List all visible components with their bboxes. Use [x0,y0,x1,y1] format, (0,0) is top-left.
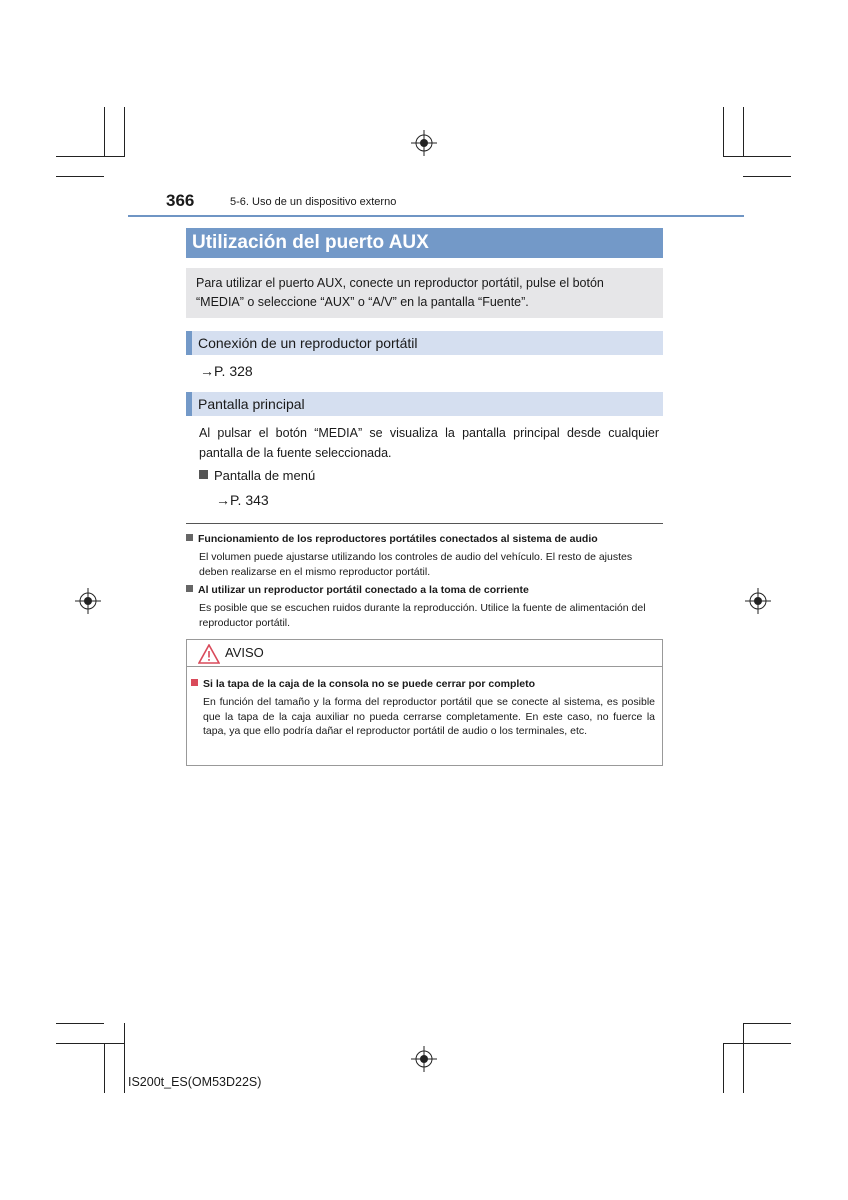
crop-mark [743,1023,791,1024]
crop-mark [124,1023,125,1093]
note-body: Es posible que se escuchen ruidos durante la reproducción. Utilice la fuente de alimentación del reproductor portátil. [199,602,646,629]
warning-subheading [191,678,535,690]
crop-mark [56,156,124,157]
warning-subheading-text: Si la tapa de la caja de la consola no se puede cerrar por completo [203,678,536,690]
crop-mark [723,1043,724,1093]
registration-mark-icon [411,130,437,156]
warning-triangle-icon [198,644,220,664]
subheading-connection: Conexión de un reproductor portátil [186,331,663,355]
menu-bullet [199,468,315,483]
crop-mark [723,156,791,157]
crop-mark [56,176,104,177]
menu-bullet-label: Pantalla de menú [214,468,316,483]
crop-mark [723,1043,791,1044]
bullet-square-icon [186,585,193,592]
bullet-square-icon [186,534,193,541]
crop-mark [56,1043,124,1044]
crop-mark [56,1023,104,1024]
crop-mark [743,1023,744,1093]
bullet-square-icon [191,679,198,686]
registration-mark-icon [745,588,771,614]
page-title: Utilización del puerto AUX [186,228,663,258]
intro-text: Para utilizar el puerto AUX, conecte un reproductor portátil, pulse el botón “MEDIA” o seleccione “AUX” o “A/V” en la pantalla “Fuente”. [196,276,604,309]
crop-mark [743,176,791,177]
bullet-square-icon [199,470,208,479]
crop-mark [104,107,105,157]
registration-mark-icon [75,588,101,614]
warning-header [187,640,662,667]
intro-box [186,268,663,318]
note-heading-text: Funcionamiento de los reproductores portátiles conectados al sistema de audio [198,533,598,545]
page-reference-link[interactable]: →P. 328 [200,363,253,379]
note-heading-text: Al utilizar un reproductor portátil conectado a la toma de corriente [198,584,529,596]
page-number: 366 [166,191,195,210]
crop-mark [104,1043,105,1093]
section-label: 5-6. Uso de un dispositivo externo [230,196,397,208]
main-screen-paragraph: Al pulsar el botón “MEDIA” se visualiza la pantalla principal desde cualquier pantalla de la fuente seleccionada. [199,426,659,460]
notes-divider [186,523,663,524]
footer-code: IS200t_ES(OM53D22S) [128,1075,262,1089]
warning-box [186,639,663,766]
note-heading [186,533,598,545]
warning-label: AVISO [225,645,264,660]
header-rule [128,215,744,217]
subheading-main-screen: Pantalla principal [186,392,663,416]
note-body: El volumen puede ajustarse utilizando los controles de audio del vehículo. El resto de ajustes deben realizarse en el mismo reproductor portátil. [199,551,633,578]
note-heading [186,584,529,596]
crop-mark [124,107,125,157]
page-reference-link[interactable]: →P. 343 [216,492,269,508]
warning-body: En función del tamaño y la forma del reproductor portátil que se conecte al sistema, es posible que la tapa de la caja auxiliar no pueda cerrarse completamente. En este caso, no fuerce la tapa, ya que ello podría dañar el reproductor portátil de audio o los terminales, etc. [203,696,655,737]
crop-mark [723,107,724,157]
crop-mark [743,107,744,157]
registration-mark-icon [411,1046,437,1072]
